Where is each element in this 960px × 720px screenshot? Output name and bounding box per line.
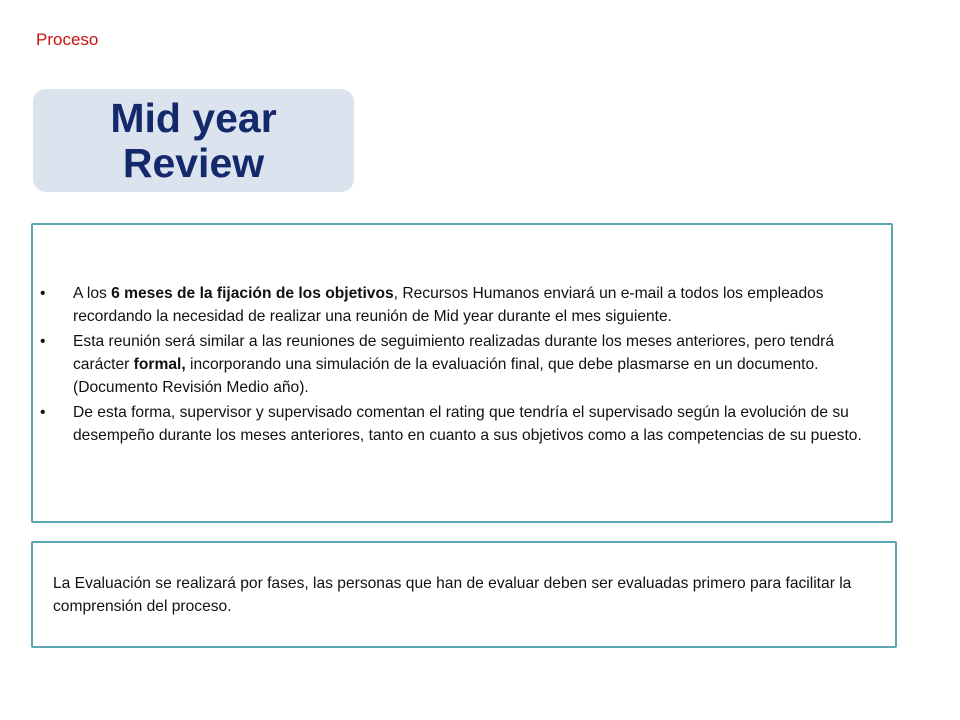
note-text: La Evaluación se realizará por fases, las personas que han de evaluar deben ser evaluadas primero para facilitar la comprensión del proceso. xyxy=(53,575,852,615)
bullet-2-text-pre: Esta reunión será similar a las reuniones de seguimiento realizadas durante los meses anteriores, pero tendrá carácter xyxy=(73,333,835,373)
bullet-3-text: De esta forma, supervisor y supervisado comentan el rating que tendría el supervisado según la evolución de su desempeño durante los meses anteriores, tanto en cuanto a sus objetivos como a las competencias de su puesto. xyxy=(73,404,862,444)
bullet-item-1 xyxy=(40,282,890,328)
bullet-1-text-post: , Recursos Humanos enviará un e-mail a todos los empleados recordando la necesidad de realizar una reunión de Mid year durante el mes siguiente. xyxy=(73,285,824,325)
bullet-item-2 xyxy=(40,330,890,399)
bullet-dot: • xyxy=(40,333,46,350)
bullet-1-text-bold: 6 meses de la fijación de los objetivos xyxy=(111,285,394,302)
bullet-item-3 xyxy=(40,401,890,447)
title-line-1: Mid year xyxy=(110,94,277,141)
bullet-dot: • xyxy=(40,285,46,302)
page-title xyxy=(110,96,276,186)
bullet-dot: • xyxy=(40,404,46,421)
title-box xyxy=(33,89,354,192)
title-line-2: Review xyxy=(122,139,265,186)
bullet-2-text-bold: formal, xyxy=(133,356,186,373)
bullet-list xyxy=(40,282,890,449)
bullet-2-text-post: incorporando una simulación de la evaluación final, que debe plasmarse en un documento. (Documento Revisión Medio año). xyxy=(73,356,819,396)
section-label: Proceso xyxy=(36,30,99,49)
bullet-1-text-pre: A los xyxy=(73,285,112,302)
